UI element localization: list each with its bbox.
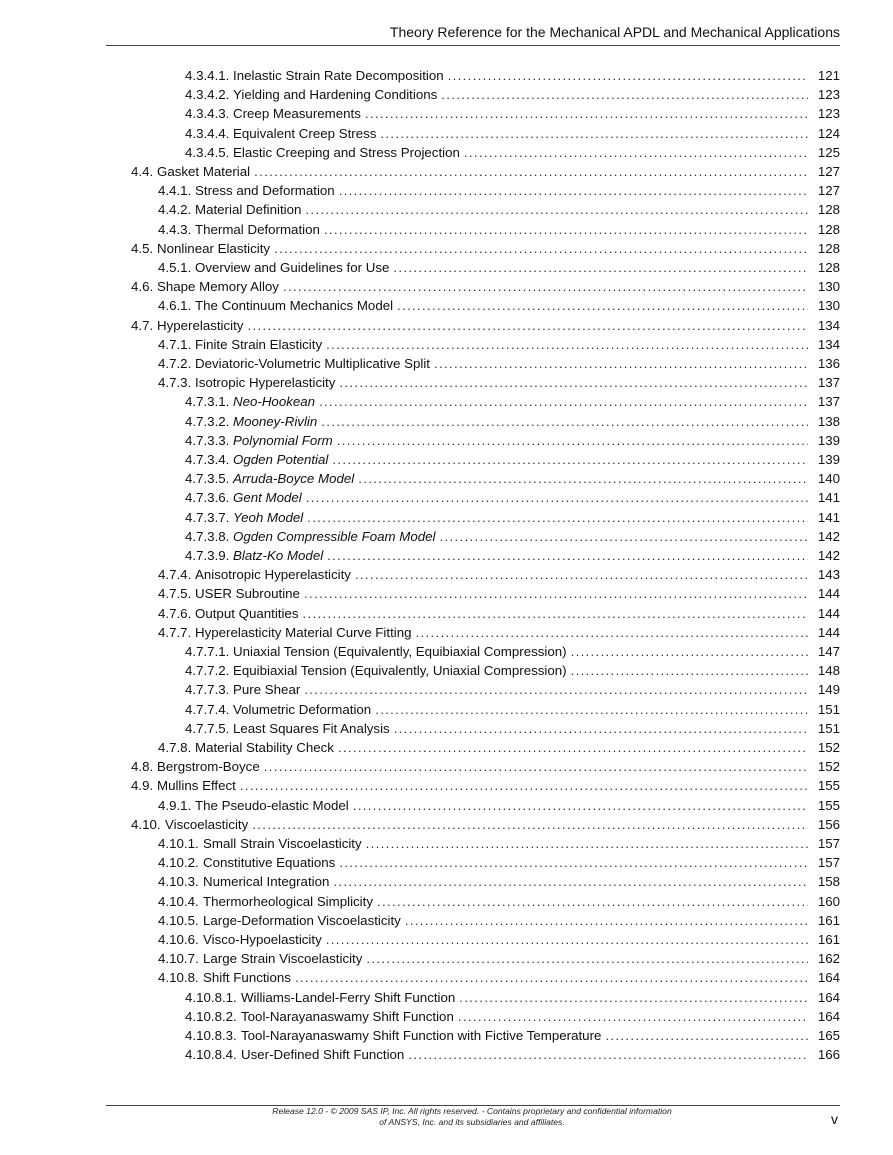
dot-leader — [464, 143, 808, 162]
toc-entry-title: Material Stability Check — [195, 740, 334, 755]
toc-entry-title: Yielding and Hardening Conditions — [233, 87, 438, 103]
toc-entry-title: Volumetric Deformation — [233, 701, 372, 717]
toc-entry[interactable] — [185, 680, 840, 699]
dot-leader — [254, 162, 808, 181]
toc-entry-title: Uniaxial Tension (Equivalently, Equibiaxial Compression) — [233, 644, 567, 659]
toc-entry-number: 4.7.3.7. — [185, 509, 230, 525]
toc-entry-page: 162 — [817, 951, 840, 967]
dot-leader — [377, 892, 808, 911]
toc-entry-page: 127 — [817, 183, 840, 199]
toc-entry-page: 161 — [817, 932, 840, 947]
toc-entry-page: 142 — [817, 528, 840, 544]
dot-leader — [441, 85, 808, 104]
toc-entry[interactable] — [158, 220, 840, 239]
toc-entry[interactable] — [185, 143, 840, 162]
toc-entry-page: 128 — [817, 221, 840, 237]
dot-leader — [337, 431, 808, 450]
toc-entry-page: 141 — [817, 490, 840, 506]
toc-entry-title: Finite Strain Elasticity — [195, 336, 323, 352]
dot-leader — [319, 392, 808, 411]
toc-entry-title: Overview and Guidelines for Use — [195, 260, 390, 275]
toc-entry[interactable] — [185, 392, 840, 411]
toc-entry-page: 161 — [817, 912, 840, 928]
toc-entry[interactable] — [158, 604, 840, 623]
dot-leader — [394, 719, 808, 738]
dot-leader — [339, 181, 808, 200]
toc-entry[interactable] — [185, 85, 840, 104]
toc-entry-title: Pure Shear — [233, 682, 301, 698]
toc-entry-title: Equivalent Creep Stress — [233, 125, 377, 141]
toc-entry[interactable] — [131, 162, 840, 181]
dot-leader — [247, 316, 808, 335]
copyright-line-2: of ANSYS, Inc. and its subsidiaries and affiliates. — [379, 1117, 565, 1127]
toc-entry-title: The Continuum Mechanics Model — [195, 298, 394, 314]
toc-entry[interactable] — [131, 757, 840, 776]
toc-entry-number: 4.3.4.2. — [185, 87, 230, 103]
dot-leader — [358, 469, 808, 488]
toc-entry[interactable] — [185, 527, 840, 546]
toc-entry-number: 4.7.3.1. — [185, 394, 230, 410]
toc-entry-page: 128 — [817, 240, 840, 256]
toc-entry-number: 4.7.7.4. — [185, 701, 230, 717]
toc-entry[interactable] — [185, 546, 840, 565]
toc-entry-number: 4.4.2. — [158, 202, 192, 218]
toc-entry-page: 127 — [817, 164, 840, 179]
toc-entry[interactable] — [185, 1045, 840, 1064]
toc-entry[interactable] — [158, 354, 840, 373]
toc-entry-number: 4.7.7.2. — [185, 663, 230, 679]
toc-entry-number: 4.10.6. — [158, 932, 199, 947]
dot-leader — [397, 296, 808, 315]
toc-entry-page: 128 — [817, 202, 840, 218]
toc-entry-page: 123 — [817, 87, 840, 103]
toc-entry-number: 4.7.6. — [158, 605, 192, 621]
dot-leader — [355, 565, 808, 584]
dot-leader — [434, 354, 808, 373]
dot-leader — [252, 815, 808, 834]
toc-entry-page: 165 — [817, 1028, 840, 1043]
toc-entry[interactable] — [158, 949, 840, 968]
toc-entry-number: 4.10. — [131, 816, 161, 832]
toc-entry-title: Neo-Hookean — [233, 394, 316, 410]
toc-entry-page: 157 — [817, 855, 840, 871]
toc-entry[interactable] — [185, 124, 840, 143]
toc-entry-title: Small Strain Viscoelasticity — [203, 836, 362, 851]
toc-entry-title: Polynomial Form — [233, 432, 333, 448]
toc-entry-number: 4.3.4.1. — [185, 68, 230, 83]
toc-entry-number: 4.6.1. — [158, 298, 192, 314]
toc-entry-number: 4.10.7. — [158, 951, 199, 967]
toc-entry[interactable] — [158, 565, 840, 584]
toc-entry-page: 137 — [817, 375, 840, 391]
toc-entry-title: Ogden Potential — [233, 452, 329, 467]
toc-entry-number: 4.10.8.4. — [185, 1047, 237, 1063]
toc-entry[interactable] — [185, 642, 840, 661]
dot-leader — [393, 258, 808, 277]
toc-entry-title: Stress and Deformation — [195, 183, 335, 199]
toc-entry-title: Ogden Compressible Foam Model — [233, 528, 436, 544]
toc-entry-page: 130 — [817, 298, 840, 314]
toc-entry-number: 4.7.3.8. — [185, 528, 230, 544]
toc-entry-title: Blatz-Ko Model — [233, 548, 324, 563]
toc-entry-page: 149 — [817, 682, 840, 698]
dot-leader — [305, 200, 808, 219]
toc-entry[interactable] — [185, 661, 840, 680]
toc-entry[interactable] — [158, 738, 840, 757]
toc-entry-number: 4.7.3. — [158, 375, 192, 391]
toc-entry[interactable] — [158, 258, 840, 277]
dot-leader — [295, 968, 808, 987]
dot-leader — [339, 853, 808, 872]
toc-entry-number: 4.7.7.1. — [185, 644, 230, 659]
toc-entry-page: 128 — [817, 260, 840, 275]
copyright-line-1: Release 12.0 - © 2009 SAS IP, Inc. All rights reserved. - Contains proprietary and confidential information — [272, 1106, 672, 1116]
toc-entry[interactable] — [185, 488, 840, 507]
toc-entry-page: 123 — [817, 106, 840, 122]
page-number: v — [831, 1111, 838, 1127]
toc-entry-number: 4.9.1. — [158, 797, 192, 813]
toc-entry-number: 4.10.4. — [158, 893, 199, 909]
toc-entry-page: 151 — [817, 720, 840, 736]
toc-entry-page: 152 — [817, 759, 840, 775]
toc-entry-page: 144 — [817, 586, 840, 602]
dot-leader — [458, 1007, 808, 1026]
toc-entry-number: 4.7.8. — [158, 740, 192, 755]
toc-entry-title: Large Strain Viscoelasticity — [203, 951, 363, 967]
dot-leader — [375, 700, 808, 719]
toc-entry-number: 4.4. — [131, 164, 154, 179]
toc-entry[interactable] — [158, 623, 840, 642]
toc-entry[interactable] — [158, 584, 840, 603]
document-title: Theory Reference for the Mechanical APDL and Mechanical Applications — [389, 24, 840, 40]
toc-entry-number: 4.10.3. — [158, 874, 199, 890]
toc-entry-title: Nonlinear Elasticity — [157, 240, 271, 256]
toc-entry-number: 4.7.3.2. — [185, 413, 230, 429]
dot-leader — [327, 546, 808, 565]
toc-entry[interactable] — [185, 508, 840, 527]
toc-entry-number: 4.4.3. — [158, 221, 192, 237]
dot-leader — [326, 930, 808, 949]
toc-entry-title: Gasket Material — [157, 164, 251, 179]
toc-entry-title: Deviatoric-Volumetric Multiplicative Split — [195, 356, 430, 371]
toc-entry-page: 134 — [817, 336, 840, 352]
dot-leader — [339, 373, 808, 392]
toc-entry[interactable] — [158, 834, 840, 853]
dot-leader — [240, 776, 808, 795]
toc-entry-title: Gent Model — [233, 490, 302, 506]
toc-entry-page: 158 — [817, 874, 840, 890]
toc-entry-number: 4.7.3.5. — [185, 471, 230, 487]
dot-leader — [304, 680, 808, 699]
toc-entry-title: Visco-Hypoelasticity — [203, 932, 322, 947]
toc-entry[interactable] — [185, 988, 840, 1007]
toc-entry-page: 134 — [817, 317, 840, 333]
toc-entry-page: 148 — [817, 663, 840, 679]
toc-entry-title: Anisotropic Hyperelasticity — [195, 567, 351, 583]
toc-entry-number: 4.3.4.3. — [185, 106, 230, 122]
toc-entry[interactable] — [131, 316, 840, 335]
dot-leader — [304, 584, 808, 603]
dot-leader — [448, 66, 808, 85]
toc-entry-title: Mullins Effect — [157, 778, 236, 794]
toc-entry-page: 139 — [817, 432, 840, 448]
toc-entry-title: Inelastic Strain Rate Decomposition — [233, 68, 444, 83]
toc-entry-page: 144 — [817, 624, 840, 640]
toc-entry-title: Williams-Landel-Ferry Shift Function — [241, 989, 456, 1005]
toc-entry[interactable] — [158, 181, 840, 200]
dot-leader — [408, 1045, 808, 1064]
dot-leader — [571, 642, 808, 661]
toc-entry-title: Tool-Narayanaswamy Shift Function — [241, 1008, 454, 1024]
toc-entry-number: 4.7.3.4. — [185, 452, 230, 467]
toc-entry-number: 4.7.7.3. — [185, 682, 230, 698]
toc-entry[interactable] — [158, 968, 840, 987]
toc-entry-page: 130 — [817, 279, 840, 295]
toc-entry-title: Isotropic Hyperelasticity — [195, 375, 336, 391]
toc-entry-title: User-Defined Shift Function — [241, 1047, 405, 1063]
toc-entry-number: 4.4.1. — [158, 183, 192, 199]
toc-entry-number: 4.10.1. — [158, 836, 199, 851]
toc-entry-title: Numerical Integration — [203, 874, 330, 890]
toc-entry[interactable] — [158, 911, 840, 930]
dot-leader — [405, 911, 808, 930]
toc-entry-title: Yeoh Model — [233, 509, 304, 525]
toc-entry[interactable] — [158, 930, 840, 949]
dot-leader — [326, 335, 808, 354]
dot-leader — [306, 488, 808, 507]
toc-entry-page: 155 — [817, 797, 840, 813]
toc-entry-number: 4.5.1. — [158, 260, 192, 275]
toc-entry-page: 164 — [817, 989, 840, 1005]
toc-entry[interactable] — [158, 296, 840, 315]
toc-entry-number: 4.5. — [131, 240, 154, 256]
dot-leader — [365, 104, 808, 123]
toc-entry-number: 4.7.3.3. — [185, 432, 230, 448]
toc-entry[interactable] — [185, 1007, 840, 1026]
toc-entry-page: 152 — [817, 740, 840, 755]
toc-entry[interactable] — [158, 892, 840, 911]
toc-entry[interactable] — [158, 373, 840, 392]
toc-entry[interactable] — [131, 239, 840, 258]
toc-entry[interactable] — [185, 412, 840, 431]
toc-entry-number: 4.7.3.6. — [185, 490, 230, 506]
dot-leader — [338, 738, 808, 757]
dot-leader — [274, 239, 808, 258]
toc-entry-title: Mooney-Rivlin — [233, 413, 318, 429]
dot-leader — [283, 277, 808, 296]
toc-entry-title: Bergstrom-Boyce — [157, 759, 260, 775]
dot-leader — [333, 872, 808, 891]
header-divider — [106, 45, 840, 46]
dot-leader — [307, 508, 808, 527]
toc-entry-number: 4.6. — [131, 279, 154, 295]
toc-entry[interactable] — [158, 872, 840, 891]
toc-entry-title: Elastic Creeping and Stress Projection — [233, 144, 460, 160]
toc-entry-title: Creep Measurements — [233, 106, 361, 122]
toc-entry-title: Equibiaxial Tension (Equivalently, Uniaxial Compression) — [233, 663, 567, 679]
toc-entry-number: 4.7. — [131, 317, 154, 333]
toc-entry[interactable] — [158, 335, 840, 354]
toc-entry-page: 151 — [817, 701, 840, 717]
toc-entry[interactable] — [131, 277, 840, 296]
toc-entry-page: 160 — [817, 893, 840, 909]
toc-entry-title: Viscoelasticity — [165, 816, 249, 832]
toc-entry-title: Material Definition — [195, 202, 302, 218]
toc-entry-number: 4.10.2. — [158, 855, 199, 871]
toc-entry-page: 143 — [817, 567, 840, 583]
toc-entry-number: 4.7.4. — [158, 567, 192, 583]
toc-entry-title: Thermorheological Simplicity — [203, 893, 373, 909]
toc-entry[interactable] — [185, 719, 840, 738]
toc-entry-title: Hyperelasticity — [157, 317, 244, 333]
toc-entry[interactable] — [185, 469, 840, 488]
dot-leader — [302, 604, 808, 623]
toc-entry-title: Large-Deformation Viscoelasticity — [203, 912, 401, 928]
toc-entry-title: USER Subroutine — [195, 586, 300, 602]
toc-entry-page: 166 — [817, 1047, 840, 1063]
dot-leader — [332, 450, 808, 469]
toc-entry-page: 125 — [817, 144, 840, 160]
toc-entry-number: 4.3.4.5. — [185, 144, 230, 160]
toc-entry-page: 164 — [817, 1008, 840, 1024]
toc-entry[interactable] — [158, 200, 840, 219]
toc-entry-page: 142 — [817, 548, 840, 563]
toc-entry-number: 4.10.5. — [158, 912, 199, 928]
dot-leader — [571, 661, 808, 680]
toc-entry-title: Shape Memory Alloy — [157, 279, 279, 295]
toc-entry-page: 136 — [817, 356, 840, 371]
dot-leader — [324, 220, 808, 239]
toc-entry-number: 4.7.7. — [158, 624, 192, 640]
toc-entry-number: 4.8. — [131, 759, 154, 775]
toc-entry-title: Constitutive Equations — [203, 855, 336, 871]
toc-entry-page: 121 — [817, 68, 840, 83]
dot-leader — [321, 412, 808, 431]
dot-leader — [353, 796, 808, 815]
toc-entry-title: The Pseudo-elastic Model — [195, 797, 349, 813]
toc-entry-page: 140 — [817, 471, 840, 487]
toc-entry-page: 157 — [817, 836, 840, 851]
toc-entry-number: 4.7.2. — [158, 356, 192, 371]
toc-entry[interactable] — [185, 700, 840, 719]
toc-entry-page: 144 — [817, 605, 840, 621]
toc-entry-number: 4.7.3.9. — [185, 548, 230, 563]
toc-entry-number: 4.10.8.2. — [185, 1008, 237, 1024]
toc-entry[interactable] — [185, 104, 840, 123]
toc-entry-page: 139 — [817, 452, 840, 467]
toc-entry-title: Hyperelasticity Material Curve Fitting — [195, 624, 412, 640]
toc-entry-page: 164 — [817, 970, 840, 986]
toc-entry-title: Thermal Deformation — [195, 221, 320, 237]
toc-entry-number: 4.10.8.1. — [185, 989, 237, 1005]
dot-leader — [459, 988, 808, 1007]
toc-entry[interactable] — [158, 853, 840, 872]
copyright-notice — [200, 1106, 744, 1128]
dot-leader — [380, 124, 808, 143]
toc-entry-number: 4.7.1. — [158, 336, 192, 352]
toc-entry-number: 4.7.5. — [158, 586, 192, 602]
toc-entry-page: 147 — [817, 644, 840, 659]
dot-leader — [264, 757, 808, 776]
toc-entry-page: 124 — [817, 125, 840, 141]
toc-entry-title: Output Quantities — [195, 605, 299, 621]
toc-entry-number: 4.10.8.3. — [185, 1028, 237, 1043]
dot-leader — [366, 949, 808, 968]
toc-entry-page: 138 — [817, 413, 840, 429]
toc-entry[interactable] — [185, 450, 840, 469]
toc-entry-title: Tool-Narayanaswamy Shift Function with Fictive Temperature — [241, 1028, 602, 1043]
dot-leader — [440, 527, 809, 546]
dot-leader — [605, 1026, 808, 1045]
toc-entry[interactable] — [131, 776, 840, 795]
toc-entry[interactable] — [158, 796, 840, 815]
toc-entry[interactable] — [131, 815, 840, 834]
dot-leader — [366, 834, 808, 853]
toc-entry[interactable] — [185, 1026, 840, 1045]
toc-entry-title: Least Squares Fit Analysis — [233, 720, 390, 736]
toc-entry-title: Shift Functions — [203, 970, 291, 986]
toc-entry-page: 156 — [817, 816, 840, 832]
toc-entry-number: 4.10.8. — [158, 970, 199, 986]
toc-entry-title: Arruda-Boyce Model — [233, 471, 355, 487]
toc-entry[interactable] — [185, 66, 840, 85]
dot-leader — [416, 623, 808, 642]
toc-entry[interactable] — [185, 431, 840, 450]
toc-entry-number: 4.3.4.4. — [185, 125, 230, 141]
toc-entry-page: 155 — [817, 778, 840, 794]
toc-entry-number: 4.9. — [131, 778, 154, 794]
toc-entry-page: 141 — [817, 509, 840, 525]
toc-entry-number: 4.7.7.5. — [185, 720, 230, 736]
toc-entry-page: 137 — [817, 394, 840, 410]
